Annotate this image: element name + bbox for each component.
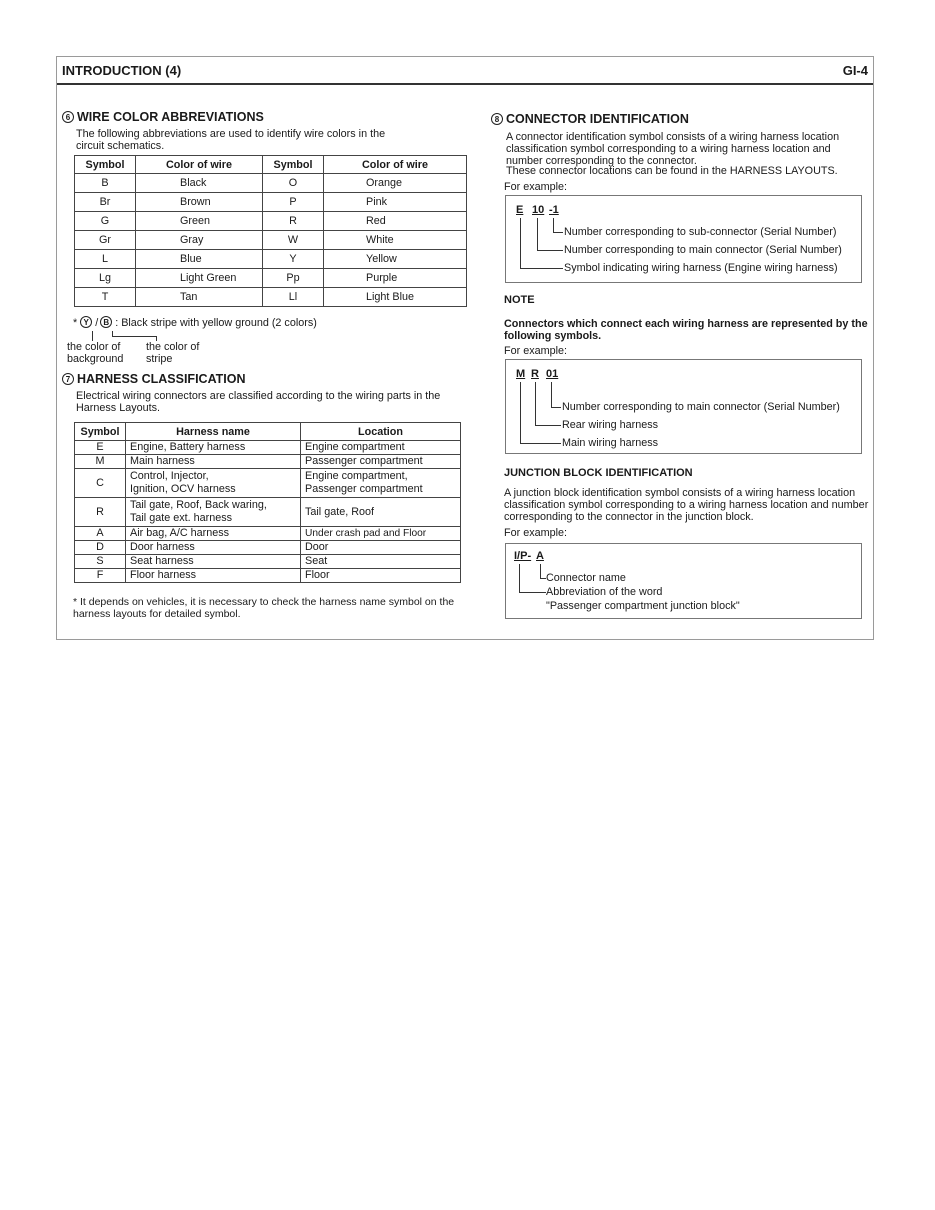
table-row: E Engine, Battery harness Engine compartment: [75, 441, 461, 455]
section-number-badge: 6: [62, 111, 74, 123]
table-row: B Black O Orange: [75, 174, 467, 193]
stripe-note: * Y / B : Black stripe with yellow ground (2 colors): [73, 317, 317, 329]
note-text: Connectors which connect each wiring harness are represented by the following symbols.: [504, 318, 868, 342]
black-circle-icon: B: [100, 316, 112, 328]
bg-pointer-line: [92, 331, 93, 341]
page-number: GI-4: [842, 63, 868, 78]
connector-description-2: These connector locations can be found in the HARNESS LAYOUTS.: [506, 165, 838, 177]
harness-description: Electrical wiring connectors are classified according to the wiring parts in the Harness Layouts.: [76, 390, 441, 414]
table-row: Lg Light Green Pp Purple: [75, 269, 467, 288]
connector-example-box: E 10 -1 Number corresponding to sub-connector (Serial Number) Number corresponding to main connector (Serial Number) Symbol indicating wiring harness (Engine wiring harness): [505, 195, 862, 283]
table-header-row: Symbol Color of wire Symbol Color of wire: [75, 156, 467, 174]
junction-description: A junction block identification symbol consists of a wiring harness location classification symbol corresponding to a wiring harness location and number corresponding to the connector in the junction block.: [504, 487, 869, 523]
table-row: F Floor harness Floor: [75, 569, 461, 583]
table-row: Br Brown P Pink: [75, 193, 467, 212]
stripe-pointer-line: [112, 336, 156, 337]
wire-color-heading: 6 WIRE COLOR ABBREVIATIONS: [62, 110, 264, 124]
harness-heading: 7 HARNESS CLASSIFICATION: [62, 372, 246, 386]
table-row: R Tail gate, Roof, Back waring, Tail gate ext. harness Tail gate, Roof: [75, 498, 461, 527]
wire-color-description: The following abbreviations are used to identify wire colors in the circuit schematics.: [76, 128, 386, 152]
table-header-row: Symbol Harness name Location: [75, 423, 461, 441]
connector-heading: 8 CONNECTOR IDENTIFICATION: [491, 112, 689, 126]
table-row: Gr Gray W White: [75, 231, 467, 250]
note-example-box: M R 01 Number corresponding to main connector (Serial Number) Rear wiring harness Main wiring harness: [505, 359, 862, 454]
table-row: A Air bag, A/C harness Under crash pad and Floor: [75, 527, 461, 541]
for-example-label: For example:: [504, 527, 568, 539]
table-row: M Main harness Passenger compartment: [75, 455, 461, 469]
stripe-label: the color of stripe: [146, 341, 200, 365]
table-row: G Green R Red: [75, 212, 467, 231]
section-number-badge: 8: [491, 113, 503, 125]
table-row: D Door harness Door: [75, 541, 461, 555]
background-label: the color of background: [67, 341, 124, 365]
table-row: S Seat harness Seat: [75, 555, 461, 569]
harness-table: [74, 422, 461, 583]
yellow-circle-icon: Y: [80, 316, 92, 328]
for-example-label: For example:: [504, 181, 568, 193]
page-title: INTRODUCTION (4): [62, 63, 182, 78]
section-number-badge: 7: [62, 373, 74, 385]
connector-description: A connector identification symbol consists of a wiring harness location classification symbol corresponding to a wiring harness location and number corresponding to the connector.: [506, 131, 840, 167]
harness-footnote: * It depends on vehicles, it is necessary to check the harness name symbol on the harness layouts for detailed symbol.: [73, 596, 455, 620]
junction-example-box: I/P- A Connector name Abbreviation of the word "Passenger compartment junction block": [505, 543, 862, 619]
table-row: T Tan Ll Light Blue: [75, 288, 467, 307]
table-row: C Control, Injector, Ignition, OCV harness Engine compartment, Passenger compartment: [75, 469, 461, 498]
junction-heading: JUNCTION BLOCK IDENTIFICATION: [504, 467, 693, 479]
page-frame: [56, 56, 874, 640]
page-header: [57, 57, 873, 85]
for-example-label: For example:: [504, 345, 568, 357]
wire-color-table: [74, 155, 467, 307]
table-row: L Blue Y Yellow: [75, 250, 467, 269]
note-heading: NOTE: [504, 294, 535, 306]
